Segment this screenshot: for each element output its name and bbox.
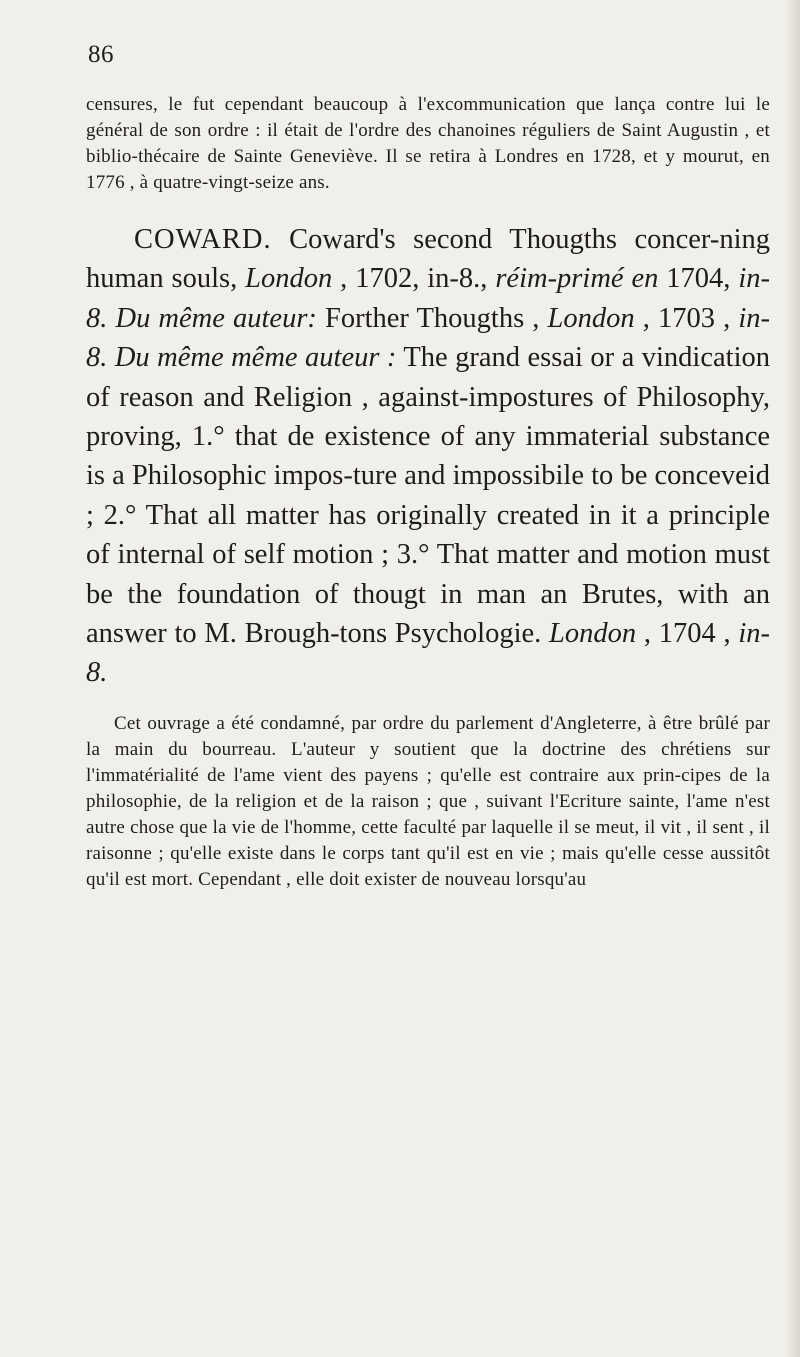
coward-entry <box>86 220 770 693</box>
entry-reprint: réim-primé en <box>495 263 659 295</box>
entry-place-second: London <box>547 302 635 334</box>
entry-title-first: Coward's second Thougths concer-ning human souls, <box>86 224 770 295</box>
entry-reprint-year: 1704, <box>658 263 739 295</box>
page-edge-shadow <box>786 0 800 1357</box>
entry-date-second: , 1703 , <box>634 302 739 334</box>
intro-paragraph: censures, le fut cependant beaucoup à l'excommunication que lança contre lui le général de son ordre : il était de l'ordre des chanoines réguliers de Saint Augustin , et biblio-thécaire de Sainte Geneviève. Il se retira à Londres en 1728, et y mourut, en 1776 , à quatre-vingt-seize ans. <box>86 94 770 193</box>
entry-place-first: London <box>245 263 333 295</box>
entry-format-first: in-8. Du même auteur: <box>86 263 771 334</box>
entry-title-second: Forther Thougths , <box>316 302 548 334</box>
entry-title-third: The grand essai or a vindication of reason and Religion , against-impostures of Philosophy, proving, 1.° that de existence of any immaterial substance is a Philosophic impos-ture and impossibile to be conceveid ; 2.° That all matter has originally created in it a principle of internal of self motion ; 3.° That matter and motion must be the foundation of thougt in man an Brutes, with an answer to M. Brough-tons Psychologie. <box>86 342 770 650</box>
page-number: 86 <box>88 41 114 68</box>
entry-date-first: , 1702, in-8., <box>332 263 496 295</box>
entry-place-third: London <box>549 618 637 650</box>
entry-format-second: in-8. Du même même auteur : <box>86 302 770 374</box>
entry-author: COWARD. <box>134 224 272 255</box>
note-paragraph: Cet ouvrage a été condamné, par ordre du parlement d'Angleterre, à être brûlé par la main du bourreau. L'auteur y soutient que la doctrine des chrétiens sur l'immatérialité de l'ame vient des payens ; qu'elle est contraire aux prin-cipes de la philosophie, de la religion et de la raison ; que , suivant l'Ecriture sainte, l'ame n'est autre chose que la vie de l'homme, cette faculté par laquelle il se meut, il vit , il sent , il raisonne ; qu'elle existe dans le corps tant qu'il est en vie ; mais qu'elle cesse aussitôt qu'il est mort. Cependant , elle doit exister de nouveau lorsqu'au <box>86 712 770 890</box>
entry-format-third: in-8. <box>86 618 770 689</box>
entry-date-third: , 1704 , <box>636 618 739 650</box>
